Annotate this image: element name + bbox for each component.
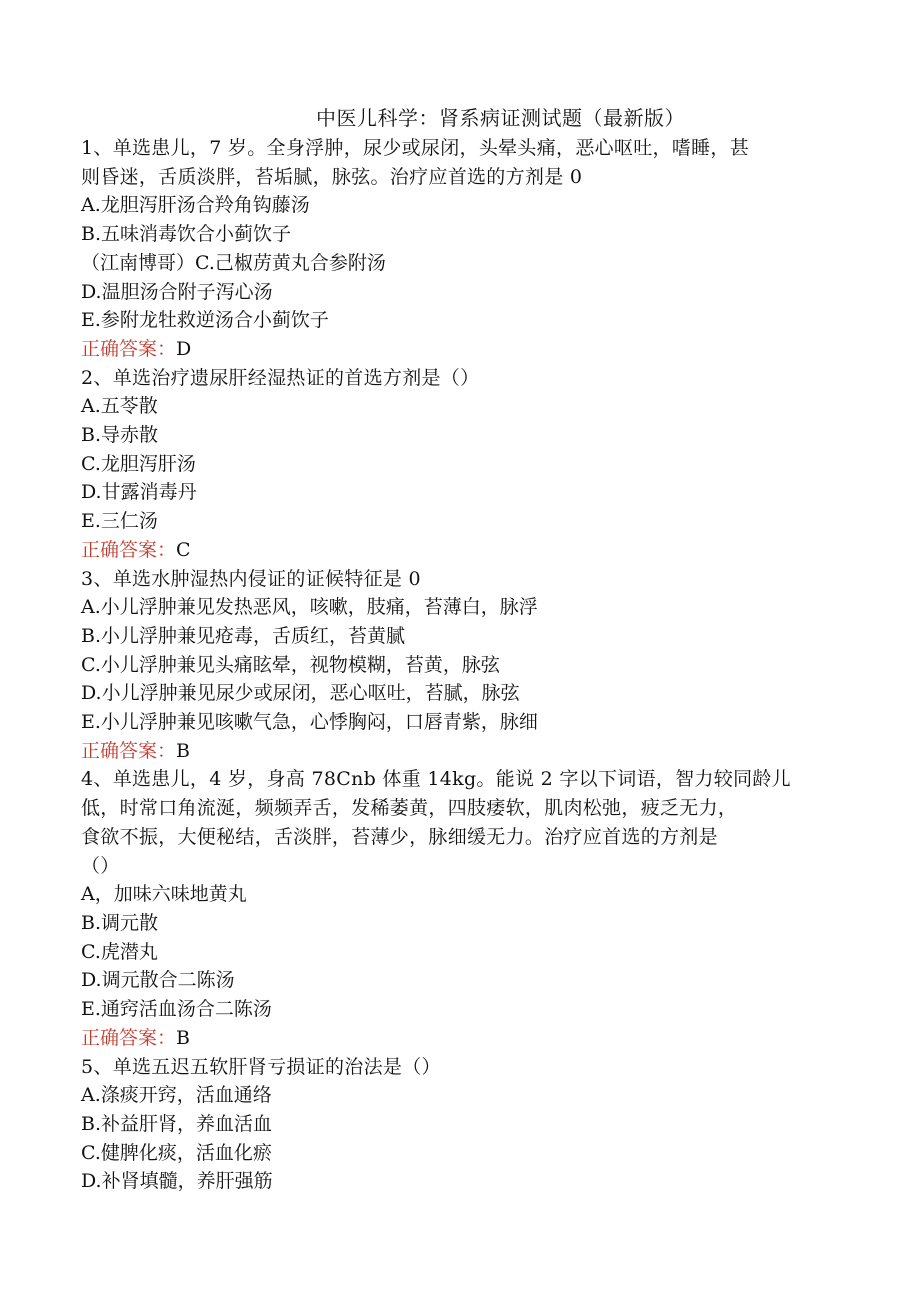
option-d: D.温胆汤合附子泻心汤	[81, 280, 273, 303]
document-title: 中医儿科学：肾系病证测试题（最新版）	[316, 106, 685, 130]
correct-answer	[81, 335, 860, 364]
answer-value: B	[176, 1026, 190, 1049]
correct-answer	[81, 536, 860, 565]
question-stem-line: 低，时常口角流涎，频频弄舌，发稀萎黄，四肢痿软，肌肉松弛，疲乏无力，	[81, 797, 738, 820]
option-a: A，加味六味地黄丸	[81, 883, 247, 906]
correct-answer	[81, 1024, 860, 1053]
option-c: C.龙胆泻肝汤	[81, 452, 196, 475]
option-c: C.虎潜丸	[81, 940, 158, 963]
correct-answer	[81, 737, 860, 766]
option-e: E.参附龙牡救逆汤合小蓟饮子	[81, 309, 329, 332]
answer-label: 正确答案：	[81, 337, 177, 360]
answer-value: D	[176, 337, 192, 360]
answer-label: 正确答案：	[81, 739, 177, 762]
question-3	[81, 565, 860, 766]
option-b: B.调元散	[81, 911, 159, 934]
question-stem-line: 食欲不振，大便秘结，舌淡胖，苔薄少，脉细缓无力。治疗应首选的方剂是	[81, 825, 718, 848]
answer-label: 正确答案：	[81, 1026, 177, 1049]
option-e: E.小儿浮肿兼见咳嗽气急，心悸胸闷，口唇青紫，脉细	[81, 711, 538, 734]
option-c: C.健脾化痰，活血化瘀	[81, 1141, 272, 1164]
answer-label: 正确答案：	[81, 538, 177, 561]
option-d: D.小儿浮肿兼见尿少或尿闭，恶心呕吐，苔腻，脉弦	[81, 682, 520, 705]
answer-value: B	[176, 739, 190, 762]
question-4	[81, 765, 860, 1052]
option-a: A.五苓散	[81, 395, 158, 418]
question-5	[81, 1053, 860, 1197]
question-2	[81, 364, 860, 565]
option-a: A.龙胆泻肝汤合羚角钩藤汤	[81, 194, 310, 217]
option-e: E.通窍活血汤合二陈汤	[81, 998, 272, 1021]
option-c: （江南博哥）C.己椒苈黄丸合参附汤	[81, 251, 386, 274]
option-d: D.补肾填髓，养肝强筋	[81, 1170, 273, 1193]
question-stem-line: （）	[81, 854, 120, 877]
option-e: E.三仁汤	[81, 510, 158, 533]
answer-value: C	[176, 538, 191, 561]
option-b: B.小儿浮肿兼见疮毒，舌质红，苔黄腻	[81, 624, 406, 647]
question-stem-line: 1、单选患儿，7 岁。全身浮肿，尿少或尿闭，头晕头痛，恶心呕吐，嗜睡，甚	[81, 137, 750, 159]
option-d: D.调元散合二陈汤	[81, 969, 235, 992]
question-stem-line: 2、单选治疗遗尿肝经湿热证的首选方剂是（）	[81, 366, 480, 389]
question-stem-line: 4、单选患儿，4 岁，身高 78Cnb 体重 14kg。能说 2 字以下词语，智力较同龄儿	[81, 768, 791, 791]
question-stem-line: 5、单选五迟五软肝肾亏损证的治法是（）	[81, 1055, 441, 1078]
option-a: A.小儿浮肿兼见发热恶风，咳嗽，肢痛，苔薄白，脉浮	[81, 596, 538, 619]
option-b: B.五味消毒饮合小蓟饮子	[81, 223, 292, 246]
option-c: C.小儿浮肿兼见头痛眩晕，视物模糊，苔黄，脉弦	[81, 653, 500, 676]
question-stem-line: 则昏迷，舌质淡胖，苔垢腻，脉弦。治疗应首选的方剂是 0	[81, 165, 583, 188]
option-d: D.甘露消毒丹	[81, 481, 197, 504]
option-b: B.导赤散	[81, 424, 159, 447]
question-1	[81, 134, 860, 364]
option-a: A.涤痰开窍，活血通络	[81, 1084, 272, 1107]
option-b: B.补益肝肾，养血活血	[81, 1112, 273, 1135]
question-stem-line: 3、单选水肿湿热内侵证的证候特征是 0	[81, 567, 421, 590]
